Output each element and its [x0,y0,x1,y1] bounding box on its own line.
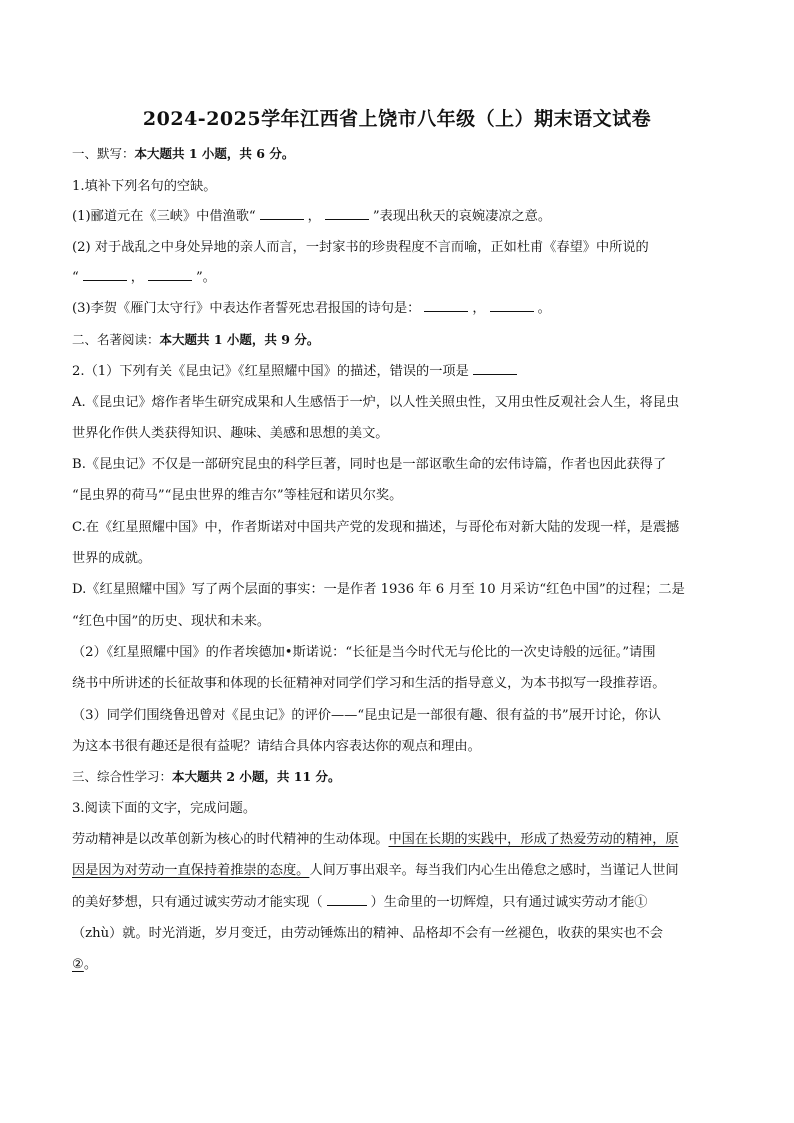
text: (1)郦道元在《三峡》中借渔歌“ [72,209,256,224]
question-2-part-2-line-1: （2）《红星照耀中国》的作者埃德加•斯诺说：“长征是当今时代无与伦比的一次史诗般的远征。”请围 [72,645,656,660]
question-2-part-3-line-2: 为这本书很有趣还是很有益呢？请结合具体内容表达你的观点和理由。 [72,739,481,754]
text: 。 [537,301,551,316]
text: 劳动精神是以改革创新为核心的时代精神的生动体现。 [72,832,389,847]
text: ”。 [195,270,216,285]
question-3-stem: 3.阅读下面的文字，完成问题。 [72,801,257,816]
answer-blank[interactable] [327,893,367,906]
answer-blank[interactable] [260,207,304,220]
page-title: 2024-2025学年江西省上饶市八年级（上）期末语文试卷 [142,108,652,130]
section-3-heading [72,767,732,787]
option-d-line-1: D.《红星照耀中国》写了两个层面的事实：一是作者 1936 年 6 月至 10 月采访“红色中国”的过程；二是 [72,582,685,597]
section-2-heading [72,330,732,350]
underlined-sentence: 中国在长期的实践中，形成了热爱劳动的精神，原 [388,832,679,847]
option-a-line-2: 世界化作供人类获得知识、趣味、美感和思想的美文。 [72,426,389,441]
underlined-sentence: 因是因为对劳动一直保持着推崇的态度。 [72,863,310,878]
answer-blank[interactable] [424,299,468,312]
section-prefix: 三、综合性学习： [72,769,173,784]
option-b-line-1: B.《昆虫记》不仅是一部研究昆虫的科学巨著，同时也是一部讴歌生命的宏伟诗篇，作者也因此获得了 [72,457,667,472]
section-prefix: 一、默写： [72,146,135,161]
answer-blank[interactable] [473,362,517,375]
question-2-stem [72,362,732,382]
text: ， [472,301,486,316]
passage-line-3 [72,893,732,913]
text: ”表现出秋天的哀婉凄凉之意。 [372,209,552,224]
question-1-part-3 [72,299,732,319]
text: 的美好梦想，只有通过诚实劳动才能实现（ [72,895,323,910]
text: 人间万事出艰辛。每当我们内心生出倦怠之感时，当谨记人世间 [309,863,679,878]
section-info: 本大题共 2 小题，共 11 分。 [172,769,341,784]
passage-line-5 [72,955,732,975]
option-d-line-2: “红色中国”的历史、现状和未来。 [72,614,271,629]
passage-line-4: （zhù）就。时光消逝，岁月变迁，由劳动锤炼出的精神、品格却不会有一丝褪色，收获的果实也不会 [72,926,663,941]
section-1-heading [72,144,732,164]
answer-blank[interactable] [325,207,369,220]
question-1-stem: 1.填补下列名句的空缺。 [72,179,217,194]
option-c-line-2: 世界的成就。 [72,551,152,566]
text: 。 [83,957,98,972]
text: “ [72,270,79,285]
option-a-line-1: A.《昆虫记》熔作者毕生研究成果和人生感悟于一炉，以人性关照虫性，又用虫性反观社会人生，将昆虫 [72,395,680,410]
option-b-line-2: “昆虫界的荷马”“昆虫世界的维吉尔”等桂冠和诺贝尔奖。 [72,488,403,503]
question-2-part-2-line-2: 绕书中所讲述的长征故事和体现的长征精神对同学们学习和生活的指导意义，为本书拟写一段推荐语。 [72,676,666,691]
option-c-line-1: C.在《红星照耀中国》中，作者斯诺对中国共产党的发现和描述，与哥伦布对新大陆的发现一样，是震撼 [72,520,680,535]
text: 2.（1）下列有关《昆虫记》《红星照耀中国》的描述，错误的一项是 [72,364,469,379]
section-info: 本大题共 1 小题，共 9 分。 [159,332,320,347]
section-prefix: 二、名著阅读： [72,332,160,347]
section-info: 本大题共 1 小题，共 6 分。 [134,146,295,161]
question-1-part-1 [72,207,732,227]
question-1-part-2-line-1: (2) 对于战乱之中身处异地的亲人而言，一封家书的珍贵程度不言而喻，正如杜甫《春望》中所说的 [72,240,649,255]
passage-line-2 [72,861,732,881]
question-1-part-2-line-2 [72,268,732,288]
text: ）生命里的一切辉煌，只有通过诚实劳动才能① [370,895,648,910]
text: ， [130,270,144,285]
answer-blank[interactable] [148,268,192,281]
passage-line-1 [72,830,732,850]
question-2-part-3-line-1: （3）同学们围绕鲁迅曾对《昆虫记》的评价——“昆虫记是一部很有趣、很有益的书”展开讨论，你认 [72,708,661,723]
answer-blank[interactable] [490,299,534,312]
answer-blank[interactable] [83,268,127,281]
marker: ② [72,957,84,972]
text: ， [307,209,321,224]
text: (3)李贺《雁门太守行》中表达作者誓死忠君报国的诗句是： [72,301,421,316]
